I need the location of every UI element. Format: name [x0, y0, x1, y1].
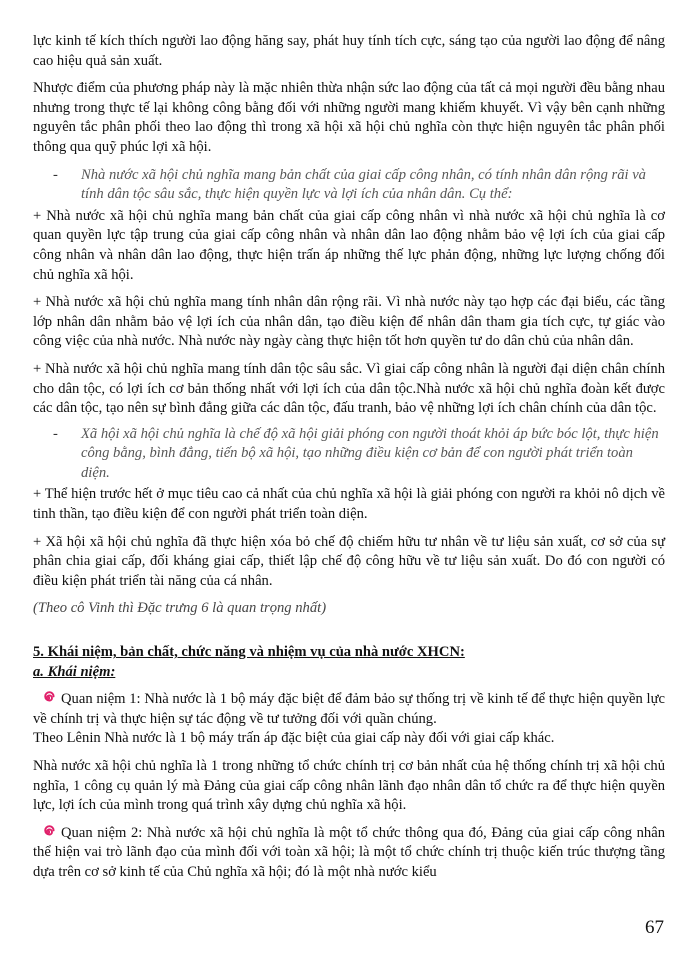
spiral-bullet-icon: [41, 691, 55, 705]
page-number: 67: [645, 917, 664, 938]
plus-item-people-nature: + Nhà nước xã hội chủ nghĩa mang tính nhân dân rộng rãi. Vì nhà nước này tạo hợp các đại biểu, các tầng lớp nhân dân nhằm bảo vệ lợi ích của nhân dân, tạo điều kiện để nhân dân tham gia tích cực, tự giác vào công việc của nhà nước. Nhà nước này ngày càng thực hiện tốt hơn quyền tư do dân chủ của nhân dân.: [33, 294, 665, 350]
plus-item-goal: + Thể hiện trước hết ở mục tiêu cao cả nhất của chủ nghĩa xã hội là giải phóng con người ra khỏi nô dịch về tinh thần, tạo điều kiện để con người phát triển toàn diện.: [33, 486, 665, 523]
dash-bullet: -: [53, 425, 58, 442]
teacher-note: (Theo cô Vinh thì Đặc trưng 6 là quan trọng nhất): [33, 600, 327, 617]
subsection-heading: a. Khái niệm:: [33, 663, 116, 680]
document-page: [33, 32, 665, 883]
plus-item-ownership: + Xã hội xã hội chủ nghĩa đã thực hiện xóa bỏ chế độ chiếm hữu tư nhân về tư liệu sản xuất, cơ sở của sự phân chia giai cấp, đối kháng giai cấp, thiết lập chế độ công hữu về tư liệu sản xuất. Do đó con người có điều kiện phát triển tài năng của cá nhân.: [33, 533, 665, 589]
paragraph-drawback: Nhược điểm của phương pháp này là mặc nhiên thừa nhận sức lao động của tất cả mọi người đều bằng nhau nhưng trong thực tế lại không công bằng đối với những người mang khiếm khuyết. Vì vậy bên cạnh những nguyên tắc phân phối theo lao động thì trong xã hội xã hội chủ nghĩa còn thực hiện nguyên tắc phân phối thông qua quỹ phúc lợi xã hội.: [33, 80, 665, 155]
paragraph-definition: Nhà nước xã hội chủ nghĩa là 1 trong những tổ chức chính trị cơ bản nhất của hệ thống chính trị xã hội chủ nghĩa, 1 công cụ quản lý mà Đảng của giai cấp công nhân lãnh đạo nhân dân tổ chức ra để thực hiện quyền lực, lợi ích của mình trong quá trình xây dựng chủ nghĩa xã hội.: [33, 758, 665, 814]
plus-item-nation-nature: + Nhà nước xã hội chủ nghĩa mang tính dân tộc sâu sắc. Vì giai cấp công nhân là người đại diện chân chính cho dân tộc, có lợi ích cơ bản thống nhất với lợi ích của dân tộc.Nhà nước xã hội chủ nghĩa đoàn kết được các dân tộc, tạo nên sự bình đẳng giữa các dân tộc, đấu tranh, bảo vệ những lợi ích chân chính của dân tộc.: [33, 360, 665, 417]
dash-bullet: -: [53, 166, 58, 183]
dash-text: Xã hội xã hội chủ nghĩa là chế độ xã hội giải phóng con người thoát khỏi áp bức bóc lột, thực hiện công bằng, bình đẳng, tiến bộ xã hội, tạo những điều kiện cơ bản để con người phát triển toàn diện.: [81, 425, 659, 481]
dash-item-liberation: [33, 425, 665, 484]
concept-1: [33, 690, 665, 729]
plus-item-class-nature: + Nhà nước xã hội chủ nghĩa mang bản chất của giai cấp công nhân vì nhà nước xã hội chủ nghĩa là cơ quan quyền lực tập trung của giai cấp công nhân và nhân dân lao động nhằm bảo vệ lợi ích của giai cấp công nhân và nhân dân lao động, thực hiện trấn áp những thế lực phản động, những lực lượng chống đối chủ nghĩa xã hội.: [33, 207, 665, 283]
dash-text: Nhà nước xã hội chủ nghĩa mang bản chất của giai cấp công nhân, có tính nhân dân rộng rãi và tính dân tộc sâu sắc, thực hiện quyền lực và lợi ích của nhân dân. Cụ thể:: [81, 166, 646, 203]
section-heading: 5. Khái niệm, bản chất, chức năng và nhiệm vụ của nhà nước XHCN:: [33, 644, 465, 661]
dash-item-nature: [33, 166, 665, 205]
spiral-bullet-icon: [41, 825, 55, 839]
concept-1-text: Quan niệm 1: Nhà nước là 1 bộ máy đặc biệt để đảm bảo sự thống trị về kinh tế để thực hiện quyền lực về chính trị và thực hiện sự tác động về tư tưởng đối với quần chúng.: [33, 691, 665, 727]
concept-2: [33, 824, 665, 883]
paragraph-intro: lực kinh tế kích thích người lao động hăng say, phát huy tính tích cực, sáng tạo của người lao động để nâng cao hiệu quả sản xuất.: [33, 33, 665, 69]
lenin-definition: Theo Lênin Nhà nước là 1 bộ máy trấn áp đặc biệt của giai cấp này đối với giai cấp khác.: [33, 730, 555, 747]
concept-2-text: Quan niệm 2: Nhà nước xã hội chủ nghĩa là một tổ chức thông qua đó, Đảng của giai cấp công nhân thể hiện vai trò lãnh đạo của mình đối với toàn xã hội; là một tổ chức chính trị thuộc kiến trúc thượng tầng dựa trên cơ sở kinh tế của Chủ nghĩa xã hội; đó là một nhà nước kiểu: [33, 824, 665, 880]
